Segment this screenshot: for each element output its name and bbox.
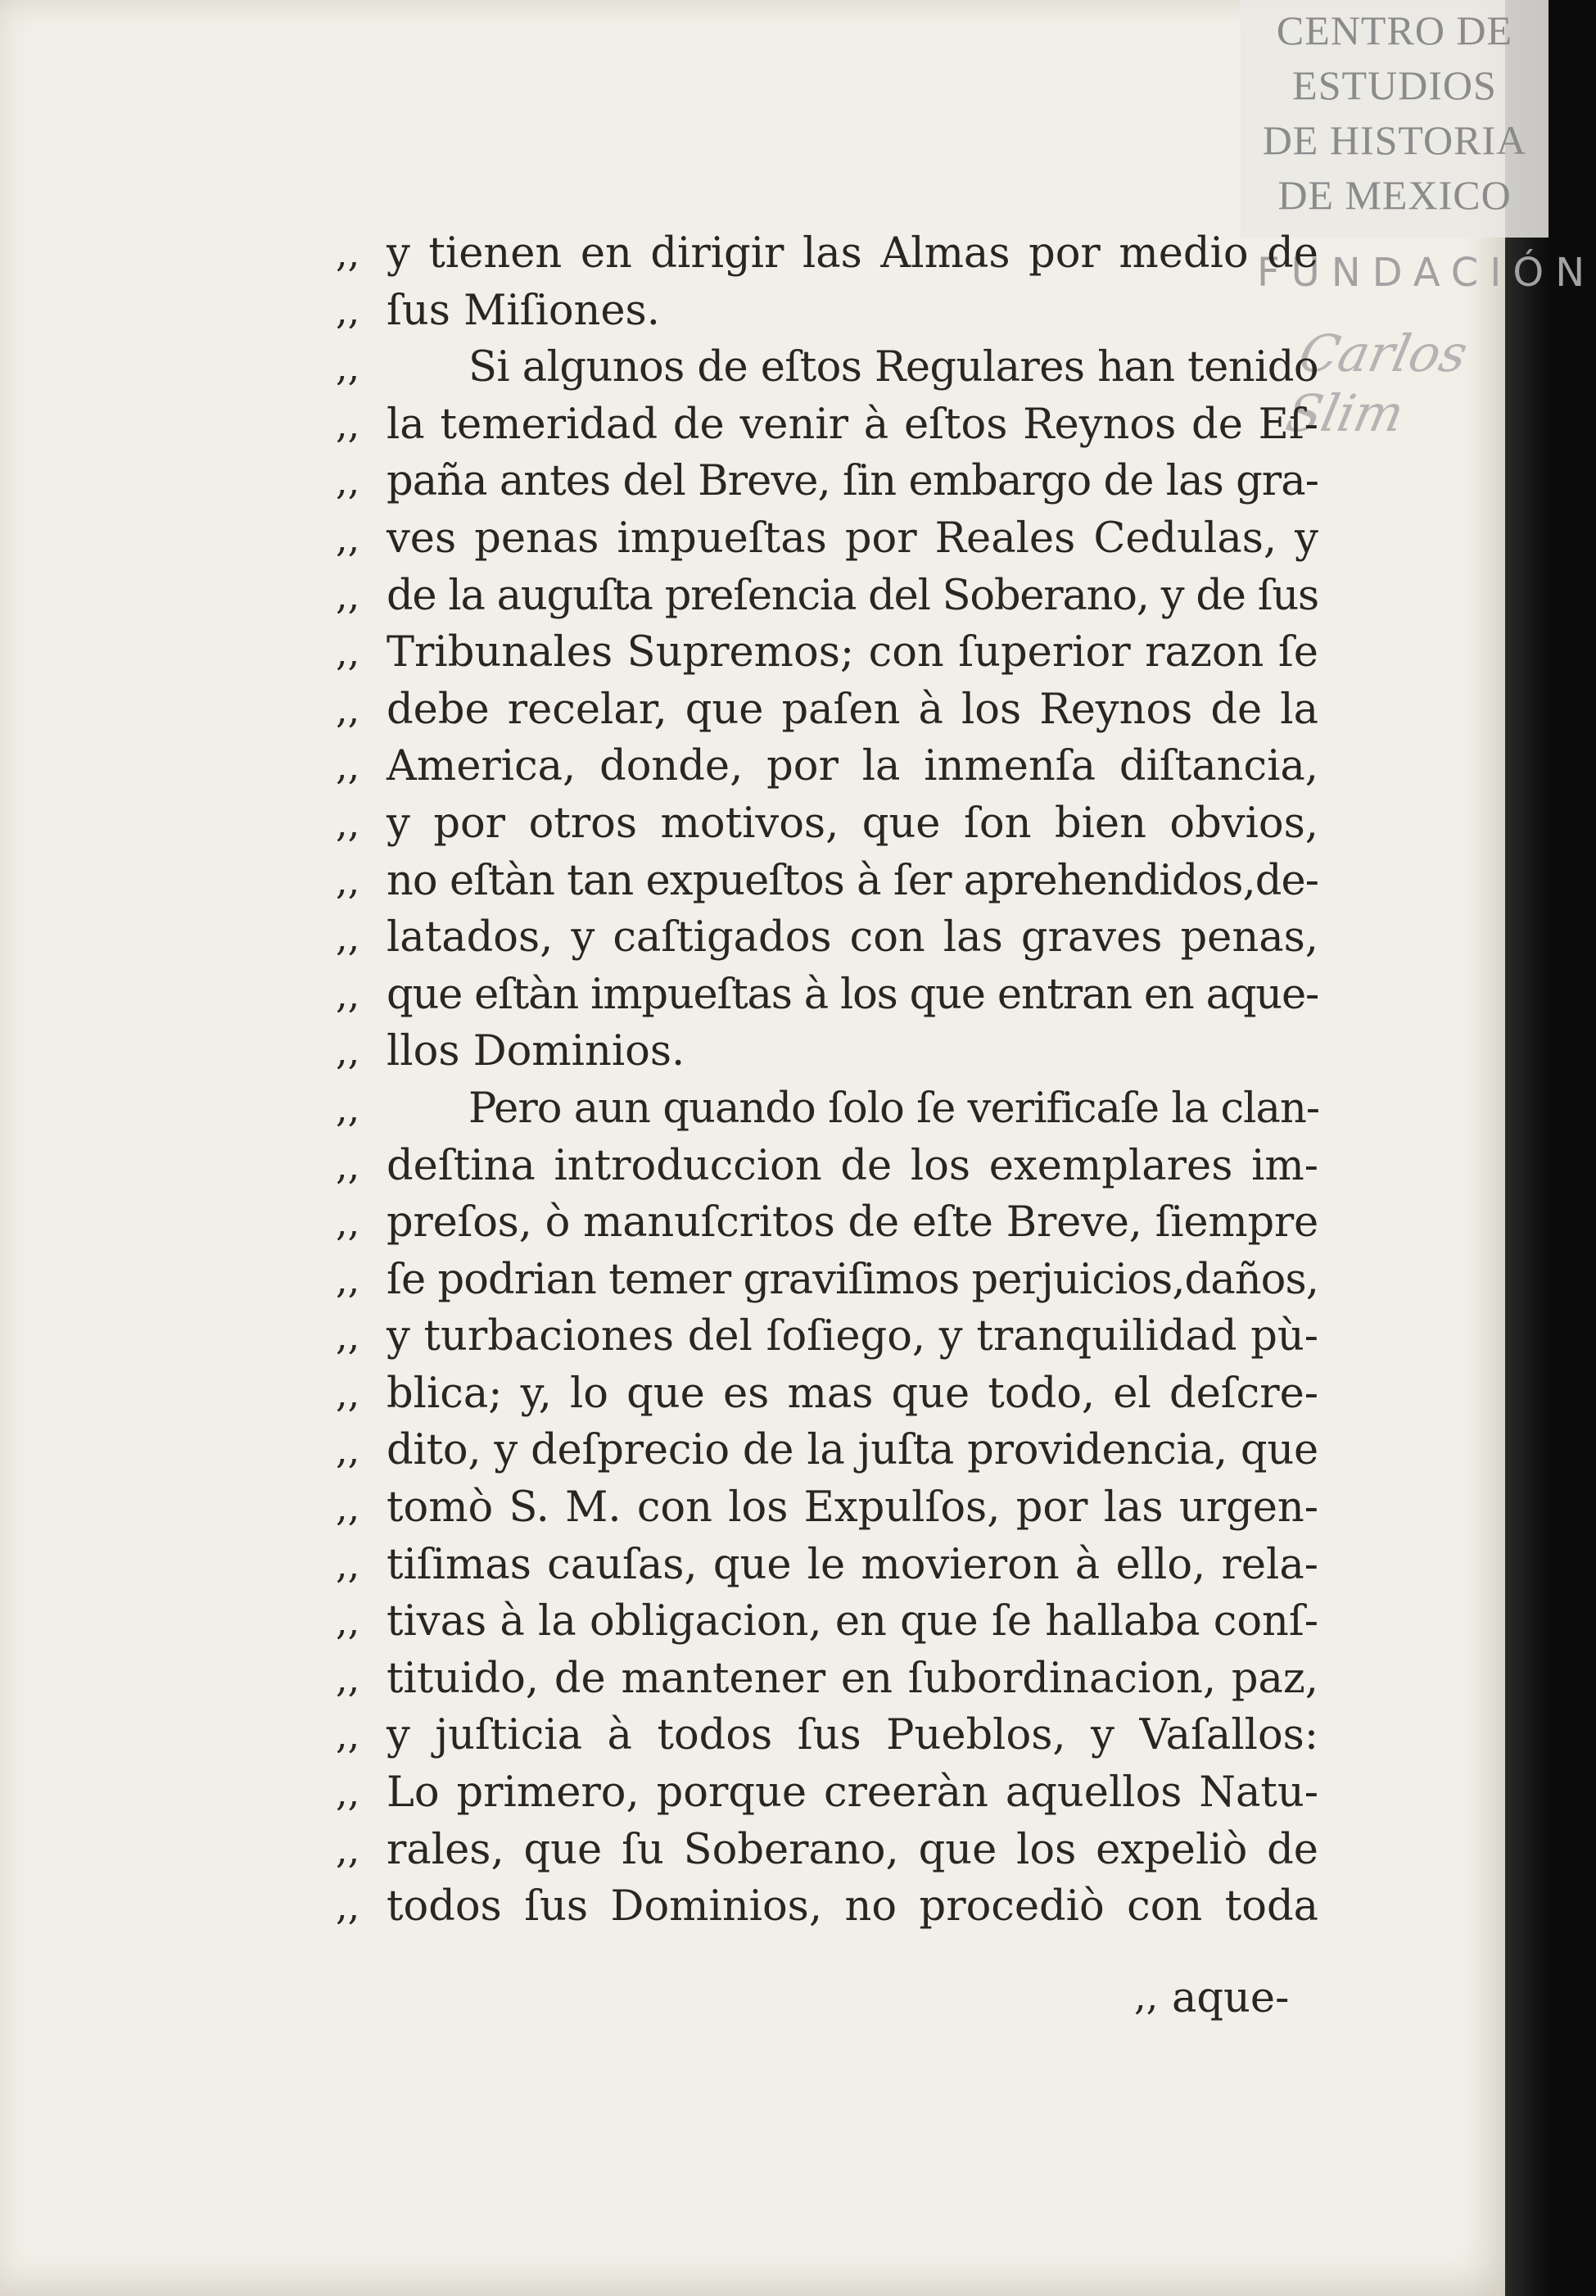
line-text: todos ſus Dominios, no procediò con toda (387, 1882, 1318, 1931)
text-line (336, 283, 1318, 340)
line-text: Lo primero, porque creeràn aquellos Natu- (387, 1768, 1318, 1818)
line-text: de la auguſta preſencia del Soberano, y de ſus (387, 571, 1318, 620)
quote-mark: ,, (336, 800, 360, 845)
quote-mark: ,, (336, 1029, 360, 1074)
quote-mark: ,, (336, 915, 360, 960)
quote-mark: ,, (336, 686, 360, 731)
quote-mark: ,, (336, 971, 360, 1017)
quote-mark: ,, (336, 288, 360, 333)
text-line (336, 1651, 1318, 1708)
quote-mark: ,, (336, 1085, 360, 1130)
line-text: America, donde, por la inmenſa diſtancia, (387, 742, 1318, 791)
quote-mark: ,, (336, 401, 360, 446)
watermark-line: DE MEXICO (1277, 172, 1512, 218)
line-text: no eſtàn tan expueſtos à ſer aprehendidos,de- (387, 856, 1318, 905)
archive-watermark (1241, 0, 1549, 238)
watermark-line: DE HISTORIA (1262, 117, 1527, 163)
text-line (336, 225, 1318, 283)
line-text: la temeridad de venir à eſtos Reynos de Eſ- (387, 400, 1318, 449)
quote-mark: ,, (336, 573, 360, 618)
text-line (336, 339, 1318, 396)
text-line (336, 1537, 1318, 1594)
line-text: Tribunales Supremos; con ſuperior razon ſe (387, 628, 1318, 677)
text-line (336, 1707, 1318, 1764)
line-text: tituido, de mantener en ſubordinacion, paz, (387, 1654, 1318, 1703)
line-text: tomò S. M. con los Expulſos, por las urgen- (387, 1483, 1318, 1533)
line-text: ſus Miſiones. (387, 286, 660, 335)
text-line (336, 967, 1318, 1024)
text-line (336, 738, 1318, 795)
text-line (336, 396, 1318, 454)
line-text: Si algunos de eſtos Regulares han tenido (468, 343, 1318, 392)
text-line (336, 1822, 1318, 1879)
quote-mark: ,, (336, 459, 360, 504)
quote-mark: ,, (336, 1257, 360, 1302)
line-text: deſtina introduccion de los exemplares im- (387, 1141, 1318, 1190)
quote-mark: ,, (336, 1884, 360, 1929)
quote-mark: ,, (336, 858, 360, 903)
text-line (336, 1764, 1318, 1822)
text-line (336, 1878, 1318, 1936)
line-text: ſe podrian temer graviſimos perjuicios,daños, (387, 1255, 1318, 1304)
line-text: ves penas impueſtas por Reales Cedulas, y (387, 514, 1318, 563)
line-text: rales, que ſu Soberano, que los expeliò de (387, 1825, 1318, 1874)
catchword-text: aque- (1172, 1974, 1290, 2022)
text-line (336, 1080, 1318, 1138)
watermark-foundation: FUNDACIÓN (1257, 250, 1596, 296)
text-line (336, 682, 1318, 739)
text-line (336, 909, 1318, 967)
text-line (336, 1023, 1318, 1080)
quote-mark: ,, (336, 1485, 360, 1530)
line-text: paña antes del Breve, ſin embargo de las gra- (387, 457, 1318, 506)
text-line (336, 1365, 1318, 1423)
line-text: llos Dominios. (387, 1027, 685, 1076)
quote-mark: ,, (336, 630, 360, 675)
line-text: dito, y deſprecio de la juſta providencia, que (387, 1426, 1318, 1475)
quote-mark: ,, (336, 1428, 360, 1473)
line-text: y por otros motivos, que ſon bien obvios, (387, 799, 1318, 848)
text-line (336, 1308, 1318, 1365)
line-text: tivas à la obligacion, en que ſe hallaba conſ- (387, 1597, 1318, 1646)
text-line (336, 624, 1318, 682)
line-text: y juſticia à todos ſus Pueblos, y Vaſallos: (387, 1711, 1318, 1760)
quote-mark: ,, (336, 1370, 360, 1415)
line-text: que eſtàn impueſtas à los que entran en aque- (387, 970, 1318, 1019)
quote-mark: ,, (336, 1314, 360, 1359)
text-line (336, 795, 1318, 853)
line-text: blica; y, lo que es mas que todo, el deſcre- (387, 1369, 1318, 1418)
quote-mark: ,, (336, 1599, 360, 1644)
text-line (336, 1593, 1318, 1651)
quote-mark: ,, (1134, 1974, 1159, 2018)
text-line (336, 1422, 1318, 1479)
quote-mark: ,, (336, 1542, 360, 1587)
quote-mark: ,, (336, 515, 360, 560)
watermark-signature: Carlos Slim (1281, 324, 1473, 443)
line-text: Pero aun quando ſolo ſe verificaſe la clan- (468, 1084, 1320, 1133)
quote-mark: ,, (336, 1143, 360, 1188)
line-text: y tienen en dirigir las Almas por medio de (387, 229, 1318, 278)
line-text: y turbaciones del ſoſiego, y tranquilidad pù- (387, 1312, 1318, 1361)
quote-mark: ,, (336, 1655, 360, 1700)
line-text: tiſimas cauſas, que le movieron à ello, rela- (387, 1540, 1318, 1589)
text-line (336, 568, 1318, 625)
text-line (336, 1252, 1318, 1309)
line-text: latados, y caſtigados con las graves penas, (387, 913, 1318, 962)
catchword (1134, 1974, 1289, 2022)
text-line (336, 1138, 1318, 1195)
quote-mark: ,, (336, 1713, 360, 1758)
text-line (336, 1479, 1318, 1537)
watermark-line: ESTUDIOS (1292, 62, 1497, 108)
quote-mark: ,, (336, 345, 360, 390)
document-text-block (336, 225, 1318, 1936)
text-line (336, 853, 1318, 910)
watermark-line: CENTRO DE (1276, 7, 1513, 53)
quote-mark: ,, (336, 1827, 360, 1872)
quote-mark: ,, (336, 744, 360, 789)
line-text: debe recelar, que paſen à los Reynos de la (387, 685, 1318, 734)
text-line (336, 1194, 1318, 1252)
text-line (336, 453, 1318, 510)
line-text: preſos, ò manuſcritos de eſte Breve, ſiempre (387, 1198, 1318, 1248)
text-line (336, 510, 1318, 568)
quote-mark: ,, (336, 1770, 360, 1815)
quote-mark: ,, (336, 231, 360, 275)
quote-mark: ,, (336, 1200, 360, 1245)
